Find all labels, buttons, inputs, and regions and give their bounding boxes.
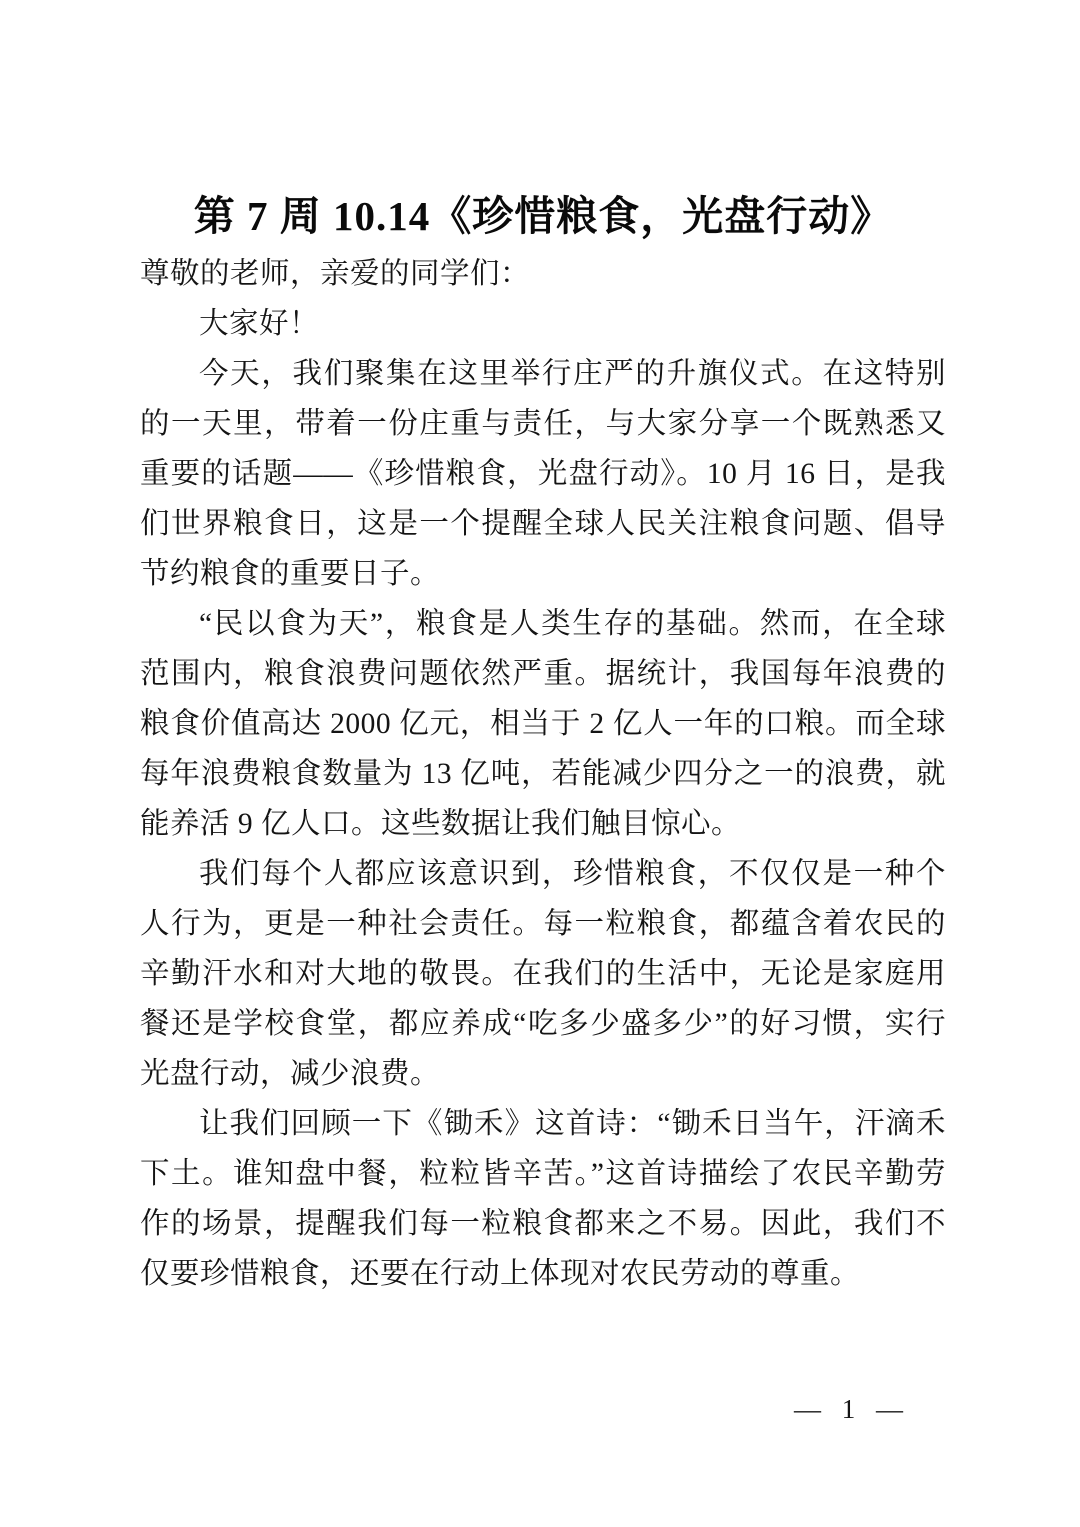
page-number: — 1 —	[794, 1394, 910, 1424]
greeting-line: 大家好！	[199, 308, 320, 340]
document-title: 第 7 周 10.14《珍惜粮食，光盘行动》	[193, 193, 893, 239]
salutation-line: 尊敬的老师，亲爱的同学们：	[140, 258, 531, 290]
document-content	[140, 185, 946, 1299]
document-body	[140, 249, 946, 1299]
paragraph-poem: 让我们回顾一下《锄禾》这首诗：“锄禾日当午，汗滴禾下土。谁知盘中餐，粒粒皆辛苦。”这首诗描绘了农民辛勤劳作的场景，提醒我们每一粒粮食都来之不易。因此，我们不仅要珍惜粮食，还要在行动上体现对农民劳动的尊重。	[140, 1108, 946, 1290]
paragraph-intro: 今天，我们聚集在这里举行庄严的升旗仪式。在这特别的一天里，带着一份庄重与责任，与大家分享一个既熟悉又重要的话题——《珍惜粮食，光盘行动》。10 月 16 日，是我们世界粮食日，这是一个提醒全球人民关注粮食问题、倡导节约粮食的重要日子。	[140, 358, 946, 590]
paragraph-responsibility: 我们每个人都应该意识到，珍惜粮食，不仅仅是一种个人行为，更是一种社会责任。每一粒粮食，都蕴含着农民的辛勤汗水和对大地的敬畏。在我们的生活中，无论是家庭用餐还是学校食堂，都应养成“吃多少盛多少”的好习惯，实行光盘行动，减少浪费。	[140, 858, 946, 1090]
paragraph-statistics: “民以食为天”，粮食是人类生存的基础。然而，在全球范围内，粮食浪费问题依然严重。据统计，我国每年浪费的粮食价值高达 2000 亿元，相当于 2 亿人一年的口粮。而全球每年浪费粮食数量为 13 亿吨，若能减少四分之一的浪费，就能养活 9 亿人口。这些数据让我们触目惊心。	[140, 608, 946, 840]
